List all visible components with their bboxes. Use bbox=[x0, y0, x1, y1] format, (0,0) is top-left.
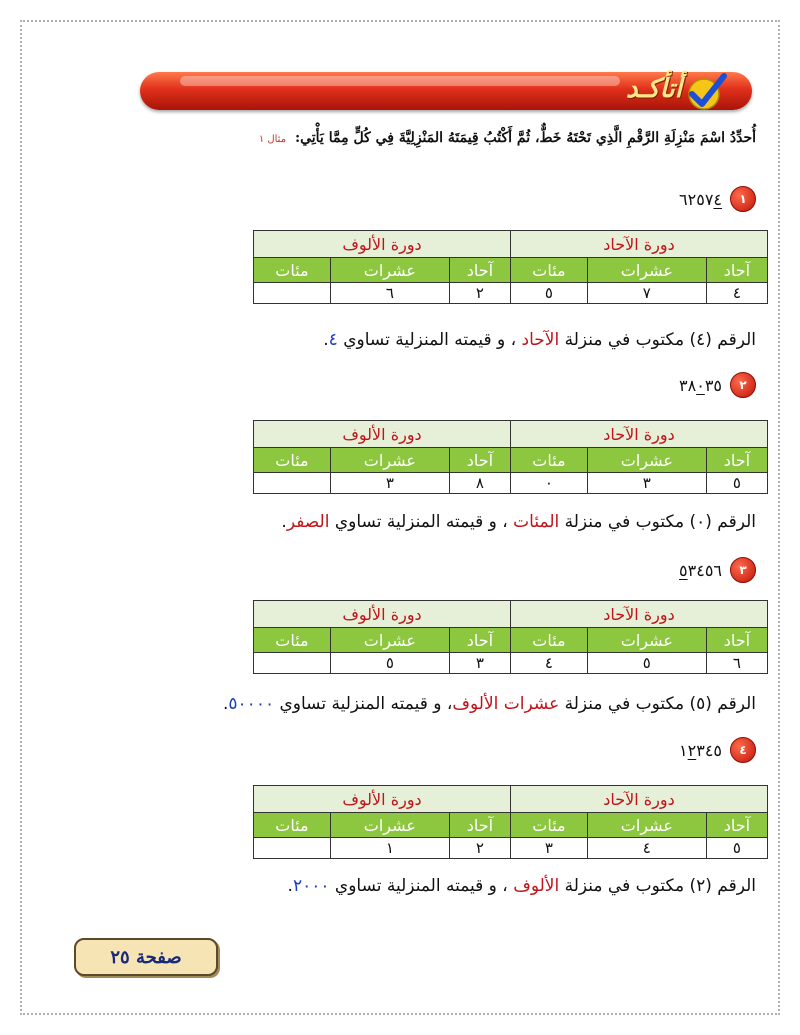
place-header-hundreds: مئات bbox=[254, 628, 331, 653]
place-value-cell: ٤ bbox=[511, 653, 588, 674]
place-header-tens: عشرات bbox=[330, 448, 449, 473]
question-number-badge: ٣ bbox=[730, 557, 756, 583]
question-number: ١٢٣٤٥ bbox=[679, 740, 722, 760]
place-header-tens: عشرات bbox=[587, 448, 706, 473]
thousands-period-header: دورة الألوف bbox=[254, 601, 511, 628]
place-name: الألوف bbox=[513, 876, 560, 896]
place-value-cell: ٠ bbox=[511, 473, 588, 494]
place-value-table bbox=[253, 230, 768, 304]
place-value-cell: ٣ bbox=[511, 838, 588, 859]
place-value-cell: ٦ bbox=[330, 283, 449, 304]
place-value-cell: ٥ bbox=[706, 473, 767, 494]
answer-sentence: الرقم (٥) مكتوب في منزلة عشرات الألوف، و قيمته المنزلية تساوي ٥٠٠٠٠. bbox=[223, 694, 756, 714]
place-header-hundreds: مئات bbox=[511, 258, 588, 283]
place-value-cell: ٤ bbox=[587, 838, 706, 859]
place-value-cell: ٥ bbox=[587, 653, 706, 674]
place-header-tens: عشرات bbox=[330, 258, 449, 283]
thousands-period-header: دورة الألوف bbox=[254, 421, 511, 448]
place-value-cell: ٦ bbox=[706, 653, 767, 674]
place-value-cell: ٤ bbox=[706, 283, 767, 304]
checkmark-icon bbox=[684, 70, 728, 114]
place-value-cell: ٣ bbox=[449, 653, 510, 674]
place-value: ٤ bbox=[328, 330, 338, 350]
underlined-digit: ٥ bbox=[679, 560, 688, 580]
underlined-digit: ٠ bbox=[696, 375, 705, 395]
place-header-hundreds: مئات bbox=[254, 258, 331, 283]
underlined-digit: ٤ bbox=[713, 189, 722, 209]
place-value-cell bbox=[254, 653, 331, 674]
place-value-cell: ٨ bbox=[449, 473, 510, 494]
place-header-hundreds: مئات bbox=[254, 448, 331, 473]
place-value-cell bbox=[254, 473, 331, 494]
units-period-header: دورة الآحاد bbox=[511, 786, 768, 813]
place-value-cell: ٢ bbox=[449, 283, 510, 304]
place-header-ones: آحاد bbox=[449, 258, 510, 283]
place-header-hundreds: مئات bbox=[254, 813, 331, 838]
place-header-tens: عشرات bbox=[587, 813, 706, 838]
answer-sentence: الرقم (٠) مكتوب في منزلة المئات ، و قيمته المنزلية تساوي الصفر. bbox=[281, 512, 756, 532]
units-period-header: دورة الآحاد bbox=[511, 231, 768, 258]
place-value-cell: ٥ bbox=[330, 653, 449, 674]
place-header-hundreds: مئات bbox=[511, 813, 588, 838]
place-value-cell: ٥ bbox=[706, 838, 767, 859]
answer-sentence: الرقم (٢) مكتوب في منزلة الألوف ، و قيمته المنزلية تساوي ٢٠٠٠. bbox=[287, 876, 756, 896]
place-header-ones: آحاد bbox=[449, 448, 510, 473]
question-number: ٥٣٤٥٦ bbox=[679, 560, 722, 580]
place-value-cell: ٥ bbox=[511, 283, 588, 304]
place-header-ones: آحاد bbox=[706, 448, 767, 473]
place-value: الصفر bbox=[286, 512, 330, 532]
units-period-header: دورة الآحاد bbox=[511, 421, 768, 448]
place-header-hundreds: مئات bbox=[511, 448, 588, 473]
place-value: ٢٠٠٠ bbox=[292, 876, 330, 896]
question-number-badge: ٢ bbox=[730, 372, 756, 398]
place-value-cell: ٧ bbox=[587, 283, 706, 304]
place-header-tens: عشرات bbox=[587, 628, 706, 653]
place-value-table bbox=[253, 785, 768, 859]
place-header-ones: آحاد bbox=[449, 628, 510, 653]
question-3 bbox=[679, 557, 756, 583]
place-value-cell: ٣ bbox=[330, 473, 449, 494]
question-4 bbox=[679, 737, 756, 763]
question-number: ٣٨٠٣٥ bbox=[679, 375, 722, 395]
place-header-tens: عشرات bbox=[330, 813, 449, 838]
question-2 bbox=[679, 372, 756, 398]
place-name: عشرات الألوف bbox=[452, 694, 560, 714]
place-value-cell: ٣ bbox=[587, 473, 706, 494]
place-name: الآحاد bbox=[521, 330, 560, 350]
banner-title: أتأكـد bbox=[625, 74, 682, 104]
answer-sentence: الرقم (٤) مكتوب في منزلة الآحاد ، و قيمته المنزلية تساوي ٤. bbox=[323, 330, 756, 350]
units-period-header: دورة الآحاد bbox=[511, 601, 768, 628]
place-header-ones: آحاد bbox=[706, 813, 767, 838]
question-number-badge: ١ bbox=[730, 186, 756, 212]
instruction-body: أُحدِّدُ اسْمَ مَنْزِلَةِ الرَّقْمِ الَّذِي تَحْتَهُ خَطٌّ، ثُمَّ أَكْتُبُ قِيمَتَهُ المَنْزِلِيَّةَ فِي كُلٍّ مِمَّا يَأْتِي: bbox=[294, 130, 756, 146]
thousands-period-header: دورة الألوف bbox=[254, 786, 511, 813]
place-header-hundreds: مئات bbox=[511, 628, 588, 653]
place-value-table bbox=[253, 600, 768, 674]
page-number-badge: صفحة ٢٥ bbox=[74, 938, 218, 976]
place-value-table bbox=[253, 420, 768, 494]
place-header-ones: آحاد bbox=[706, 258, 767, 283]
place-header-tens: عشرات bbox=[330, 628, 449, 653]
underlined-digit: ٢ bbox=[687, 740, 697, 760]
place-value-cell: ١ bbox=[330, 838, 449, 859]
place-value-cell bbox=[254, 838, 331, 859]
place-value-cell: ٢ bbox=[449, 838, 510, 859]
thousands-period-header: دورة الألوف bbox=[254, 231, 511, 258]
question-1 bbox=[679, 186, 756, 212]
instruction-text bbox=[259, 130, 756, 146]
question-number: ٦٢٥٧٤ bbox=[679, 189, 722, 209]
place-name: المئات bbox=[513, 512, 560, 532]
place-header-ones: آحاد bbox=[706, 628, 767, 653]
question-number-badge: ٤ bbox=[730, 737, 756, 763]
place-header-tens: عشرات bbox=[587, 258, 706, 283]
section-banner bbox=[140, 72, 752, 110]
place-header-ones: آحاد bbox=[449, 813, 510, 838]
place-value-cell bbox=[254, 283, 331, 304]
example-ref: مثال ١ bbox=[258, 134, 287, 145]
place-value: ٥٠٠٠٠ bbox=[228, 694, 275, 714]
